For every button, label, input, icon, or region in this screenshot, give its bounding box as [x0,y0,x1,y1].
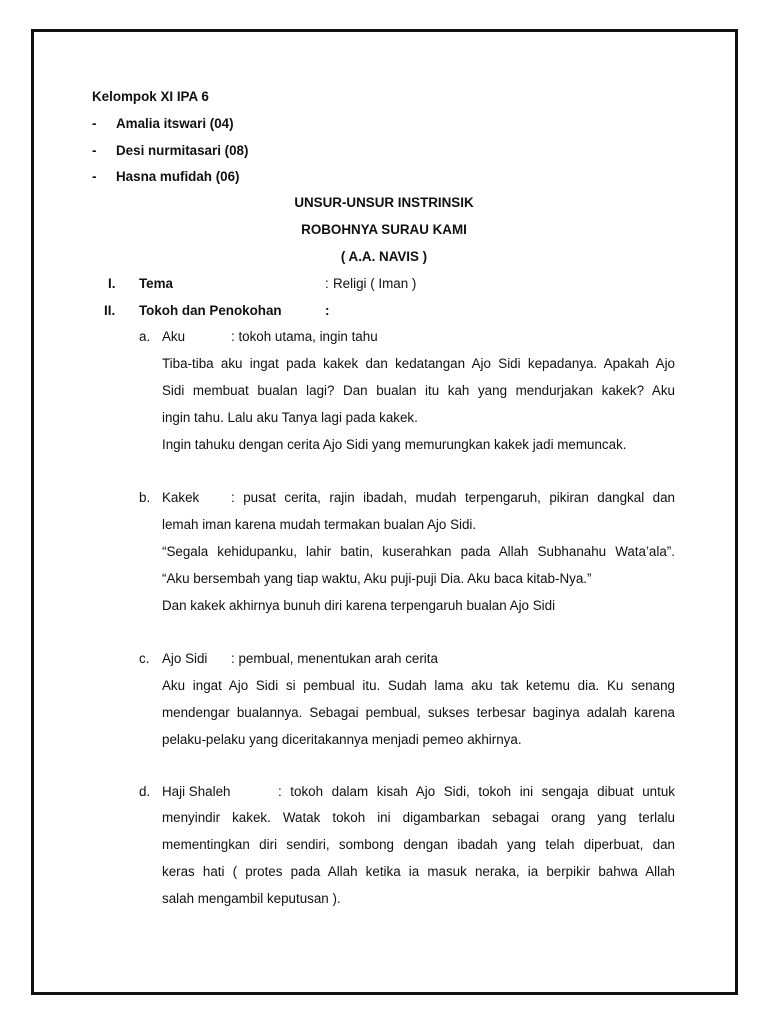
member-dash: - [92,116,97,131]
section-colon: : [325,276,329,291]
character-quote-line: pelaku-pelaku yang diceritakannya menjadi pemeo akhirnya. [162,732,522,747]
character-quote-line: mementingkan diri sendiri, sombong dengan ibadah yang telah diperbuat, dan [162,837,675,852]
doc-title: UNSUR-UNSUR INSTRINSIK [294,195,474,210]
character-quote-line: Sidi membuat bualan lagi? Dan bualan itu kah yang mendurjakan kakek? Aku [162,383,675,398]
character-description: : pembual, menentukan arah cerita [231,651,438,666]
section-number: II. [104,303,116,318]
group-title: Kelompok XI IPA 6 [92,89,209,104]
character-quote-line: menyindir kakek. Watak tokoh ini digambarkan sebagai orang yang terlalu [162,810,675,825]
character-quote-line: lemah iman karena mudah termakan bualan Ajo Sidi. [162,517,477,532]
character-name: Aku [162,329,186,344]
character-name: Kakek [162,490,200,505]
character-quote-line: “Segala kehidupanku, lahir batin, kuserahkan pada Allah Subhanahu Wata’ala”. [162,544,675,559]
character-name: Ajo Sidi [162,651,208,666]
character-letter: b. [139,490,151,505]
character-quote-line: Ingin tahuku dengan cerita Ajo Sidi yang memurungkan kakek jadi memuncak. [162,437,627,452]
character-quote-line: salah mengambil keputusan ). [162,891,341,906]
character-quote-line: Dan kakek akhirnya bunuh diri karena terpengaruh bualan Ajo Sidi [162,598,556,613]
character-description: : tokoh dalam kisah Ajo Sidi, tokoh ini sengaja dibuat untuk [278,784,675,799]
character-quote-line: Tiba-tiba aku ingat pada kakek dan kedatangan Ajo Sidi kepadanya. Apakah Ajo [162,356,675,371]
section-value: Religi ( Iman ) [333,276,417,291]
character-letter: c. [139,651,150,666]
character-letter: a. [139,329,151,344]
character-description: : pusat cerita, rajin ibadah, mudah terpengaruh, pikiran dangkal dan [231,490,675,505]
member-name: Desi nurmitasari (08) [116,143,249,158]
member-name: Hasna mufidah (06) [116,169,240,184]
character-name: Haji Shaleh [162,784,231,799]
section-number: I. [108,276,116,291]
doc-author: ( A.A. NAVIS ) [340,249,428,264]
character-quote-line: “Aku bersembah yang tiap waktu, Aku puji-puji Dia. Aku baca kitab-Nya.” [162,571,592,586]
character-letter: d. [139,784,151,799]
member-dash: - [92,143,97,158]
section-label: Tokoh dan Penokohan [139,303,282,318]
doc-subtitle: ROBOHNYA SURAU KAMI [301,222,467,237]
section-label: Tema [139,276,173,291]
character-quote-line: keras hati ( protes pada Allah ketika ia masuk neraka, ia berpikir bahwa Allah [162,864,675,879]
character-description: : tokoh utama, ingin tahu [231,329,378,344]
member-name: Amalia itswari (04) [116,116,234,131]
member-dash: - [92,169,97,184]
character-quote-line: mendengar bualannya. Sebagai pembual, sukses terbesar baginya adalah karena [162,705,675,720]
character-quote-line: ingin tahu. Lalu aku Tanya lagi pada kakek. [162,410,418,425]
section-colon: : [325,303,330,318]
character-quote-line: Aku ingat Ajo Sidi si pembual itu. Sudah lama aku tak ketemu dia. Ku senang [162,678,675,693]
